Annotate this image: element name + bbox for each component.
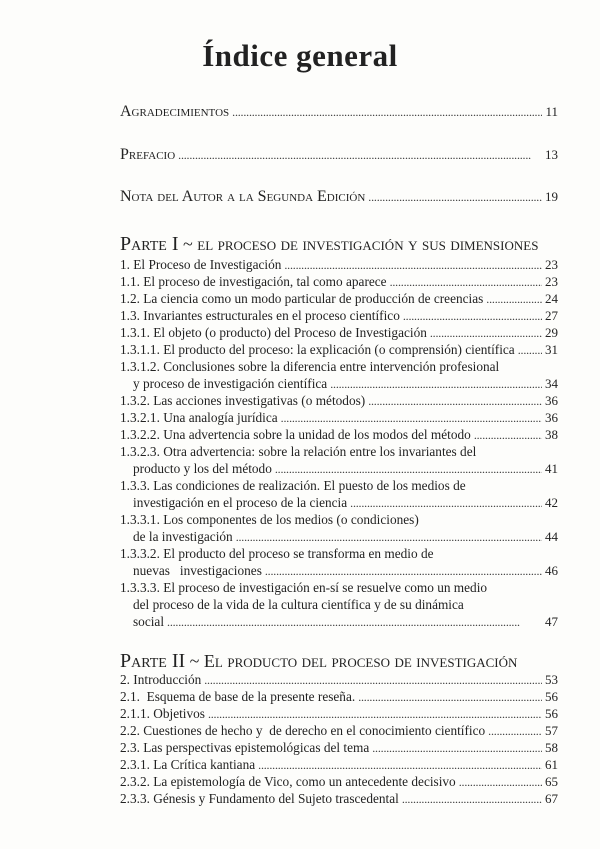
entry-line — [120, 705, 558, 722]
entry-label: y proceso de investigación científica — [133, 376, 328, 391]
toc-entry[interactable] — [120, 341, 558, 358]
entry-label: social — [133, 614, 165, 629]
toc-entry[interactable] — [120, 790, 558, 807]
dot-leader — [236, 528, 542, 546]
entry-label: Prefacio — [120, 146, 176, 163]
entry-label: 1.3.2.2. Una advertencia sobre la unidad de los modos del método — [120, 427, 471, 442]
toc-entry[interactable] — [120, 426, 558, 443]
dot-leader — [284, 256, 542, 274]
entry-label: 1.3.2. Las acciones investigativas (o métodos) — [120, 393, 366, 408]
toc-entry[interactable] — [120, 324, 558, 341]
toc-entry[interactable] — [120, 511, 558, 545]
entry-line — [120, 579, 558, 596]
entry-page: 61 — [545, 757, 558, 772]
toc-entry[interactable] — [120, 579, 558, 630]
entry-line — [120, 562, 558, 579]
toc-list-part-1 — [120, 256, 558, 630]
toc-entry[interactable] — [120, 705, 558, 722]
entry-line — [120, 409, 558, 426]
part-number: Parte II — [120, 650, 186, 672]
entry-line — [120, 443, 558, 460]
entry-label: de la investigación — [133, 529, 233, 544]
dot-leader — [258, 756, 542, 774]
entry-page: 23 — [545, 274, 558, 289]
toc-entry-preface[interactable] — [120, 146, 558, 164]
dot-leader — [403, 307, 542, 325]
entry-label: 1.3.3.3. El proceso de investigación en-sí se resuelve como un medio — [120, 580, 488, 595]
toc-entry[interactable] — [120, 273, 558, 290]
dot-leader — [488, 722, 542, 740]
toc-entry[interactable] — [120, 409, 558, 426]
entry-line — [120, 671, 558, 688]
entry-line — [120, 426, 558, 443]
dot-leader — [486, 290, 542, 308]
dot-leader — [330, 375, 542, 393]
entry-label: 1.3.1.2. Conclusiones sobre la diferencia entre intervención profesional — [120, 359, 500, 374]
entry-page: 42 — [545, 495, 558, 510]
entry-line — [120, 494, 558, 511]
entry-page: 24 — [545, 291, 558, 306]
entry-page: 44 — [545, 529, 558, 544]
dot-leader — [518, 341, 542, 359]
entry-page: 19 — [545, 189, 558, 204]
entry-label: nuevas investigaciones — [133, 563, 262, 578]
entry-line — [120, 545, 558, 562]
part-heading-1 — [120, 233, 570, 256]
entry-page: 41 — [545, 461, 558, 476]
entry-label: 2.3.3. Génesis y Fundamento del Sujeto trascedental — [120, 791, 399, 806]
part-heading-2 — [120, 650, 570, 673]
entry-page: 34 — [545, 376, 558, 391]
entry-label: 1.3. Invariantes estructurales en el proceso científico — [120, 308, 400, 323]
entry-page: 65 — [545, 774, 558, 789]
entry-page: 36 — [545, 410, 558, 425]
entry-label: 1.3.1. El objeto (o producto) del Proceso de Investigación — [120, 325, 427, 340]
entry-line — [120, 688, 558, 705]
entry-label: 2.1. Esquema de base de la presente reseña. — [120, 689, 356, 704]
dot-leader — [368, 392, 542, 410]
entry-label: Agradecimientos — [120, 103, 230, 120]
entry-label: Nota del Autor a la Segunda Edición — [120, 188, 366, 205]
dot-leader — [204, 671, 542, 689]
entry-line — [120, 324, 558, 341]
entry-page: 23 — [545, 257, 558, 272]
toc-entry-author-note[interactable] — [120, 188, 558, 206]
toc-entry[interactable] — [120, 477, 558, 511]
entry-label: 2.3.2. La epistemología de Vico, como un antecedente decisivo — [120, 774, 456, 789]
entry-line — [120, 511, 558, 528]
dot-leader — [368, 188, 542, 206]
entry-line — [120, 596, 558, 613]
entry-page: 57 — [545, 723, 558, 738]
toc-entry[interactable] — [120, 688, 558, 705]
entry-page: 36 — [545, 393, 558, 408]
entry-line — [120, 739, 558, 756]
page-title: Índice general — [202, 38, 398, 73]
entry-page: 38 — [545, 427, 558, 442]
part-separator: ~ — [185, 651, 204, 671]
entry-line — [120, 307, 558, 324]
toc-entry[interactable] — [120, 671, 558, 688]
toc-entry[interactable] — [120, 756, 558, 773]
part-number: Parte I — [120, 233, 179, 255]
entry-label: 1.3.2.1. Una analogía jurídica — [120, 410, 278, 425]
dot-leader — [208, 705, 542, 723]
entry-line — [120, 341, 558, 358]
entry-line — [120, 358, 558, 375]
entry-label: 2.3.1. La Crítica kantiana — [120, 757, 256, 772]
toc-entry-acknowledgements[interactable] — [120, 103, 558, 121]
dot-leader — [474, 426, 542, 444]
part-title: el proceso de investigación y sus dimensiones — [197, 234, 539, 254]
entry-label: 1.3.3.2. El producto del proceso se transforma en medio de — [120, 546, 434, 561]
part-separator: ~ — [178, 234, 198, 254]
dot-leader — [281, 409, 542, 427]
entry-line — [120, 460, 558, 477]
dot-leader — [358, 688, 542, 706]
entry-line — [120, 375, 558, 392]
dot-leader — [372, 739, 542, 757]
entry-line — [120, 273, 558, 290]
entry-label: 1.3.2.3. Otra advertencia: sobre la relación entre los invariantes del — [120, 444, 477, 459]
entry-label: 1. El Proceso de Investigación — [120, 257, 282, 272]
toc-entry[interactable] — [120, 358, 558, 392]
entry-line — [120, 290, 558, 307]
entry-line — [120, 392, 558, 409]
entry-line — [120, 256, 558, 273]
toc-entry[interactable] — [120, 739, 558, 756]
entry-label: 2. Introducción — [120, 672, 202, 687]
dot-leader — [178, 146, 542, 164]
entry-page: 56 — [545, 706, 558, 721]
entry-page: 46 — [545, 563, 558, 578]
entry-page: 29 — [545, 325, 558, 340]
entry-label: producto y los del método — [133, 461, 272, 476]
dot-leader — [402, 790, 542, 808]
entry-page: 13 — [545, 147, 558, 162]
entry-page: 56 — [545, 689, 558, 704]
entry-label: investigación en el proceso de la ciencia — [133, 495, 348, 510]
entry-line — [120, 722, 558, 739]
toc-entry[interactable] — [120, 392, 558, 409]
entry-label: 1.3.3. Las condiciones de realización. El puesto de los medios de — [120, 478, 466, 493]
dot-leader — [265, 562, 542, 580]
entry-line — [120, 790, 558, 807]
entry-line — [120, 773, 558, 790]
dot-leader — [167, 613, 542, 631]
entry-page: 53 — [545, 672, 558, 687]
entry-label: 1.3.1.1. El producto del proceso: la explicación (o comprensión) científica — [120, 342, 515, 357]
entry-label: 2.3. Las perspectivas epistemológicas del tema — [120, 740, 370, 755]
dot-leader — [459, 773, 542, 791]
dot-leader — [390, 273, 542, 291]
entry-page: 27 — [545, 308, 558, 323]
dot-leader — [430, 324, 542, 342]
toc-entry[interactable] — [120, 256, 558, 273]
entry-page: 58 — [545, 740, 558, 755]
entry-line — [120, 528, 558, 545]
dot-leader — [275, 460, 542, 478]
entry-label: 1.1. El proceso de investigación, tal como aparece — [120, 274, 387, 289]
entry-page: 47 — [545, 614, 558, 629]
dot-leader — [232, 103, 542, 121]
entry-page: 67 — [545, 791, 558, 806]
entry-page: 31 — [545, 342, 558, 357]
toc-entry[interactable] — [120, 307, 558, 324]
entry-label: 1.3.3.1. Los componentes de los medios (o condiciones) — [120, 512, 419, 527]
dot-leader — [350, 494, 542, 512]
toc-entry[interactable] — [120, 545, 558, 579]
part-title: El producto del proceso de investigación — [203, 651, 518, 671]
entry-line — [120, 477, 558, 494]
entry-line — [120, 613, 558, 630]
toc-entry[interactable] — [120, 443, 558, 477]
entry-page: 11 — [545, 104, 558, 119]
entry-label: 1.2. La ciencia como un modo particular de producción de creencias — [120, 291, 484, 306]
toc-entry[interactable] — [120, 290, 558, 307]
entry-label: 2.2. Cuestiones de hecho y de derecho en el conocimiento científico — [120, 723, 486, 738]
entry-line — [120, 756, 558, 773]
toc-entry[interactable] — [120, 722, 558, 739]
entry-label: del proceso de la vida de la cultura científica y de su dinámica — [133, 597, 464, 612]
entry-label: 2.1.1. Objetivos — [120, 706, 205, 721]
toc-entry[interactable] — [120, 773, 558, 790]
toc-list-part-2 — [120, 671, 558, 807]
